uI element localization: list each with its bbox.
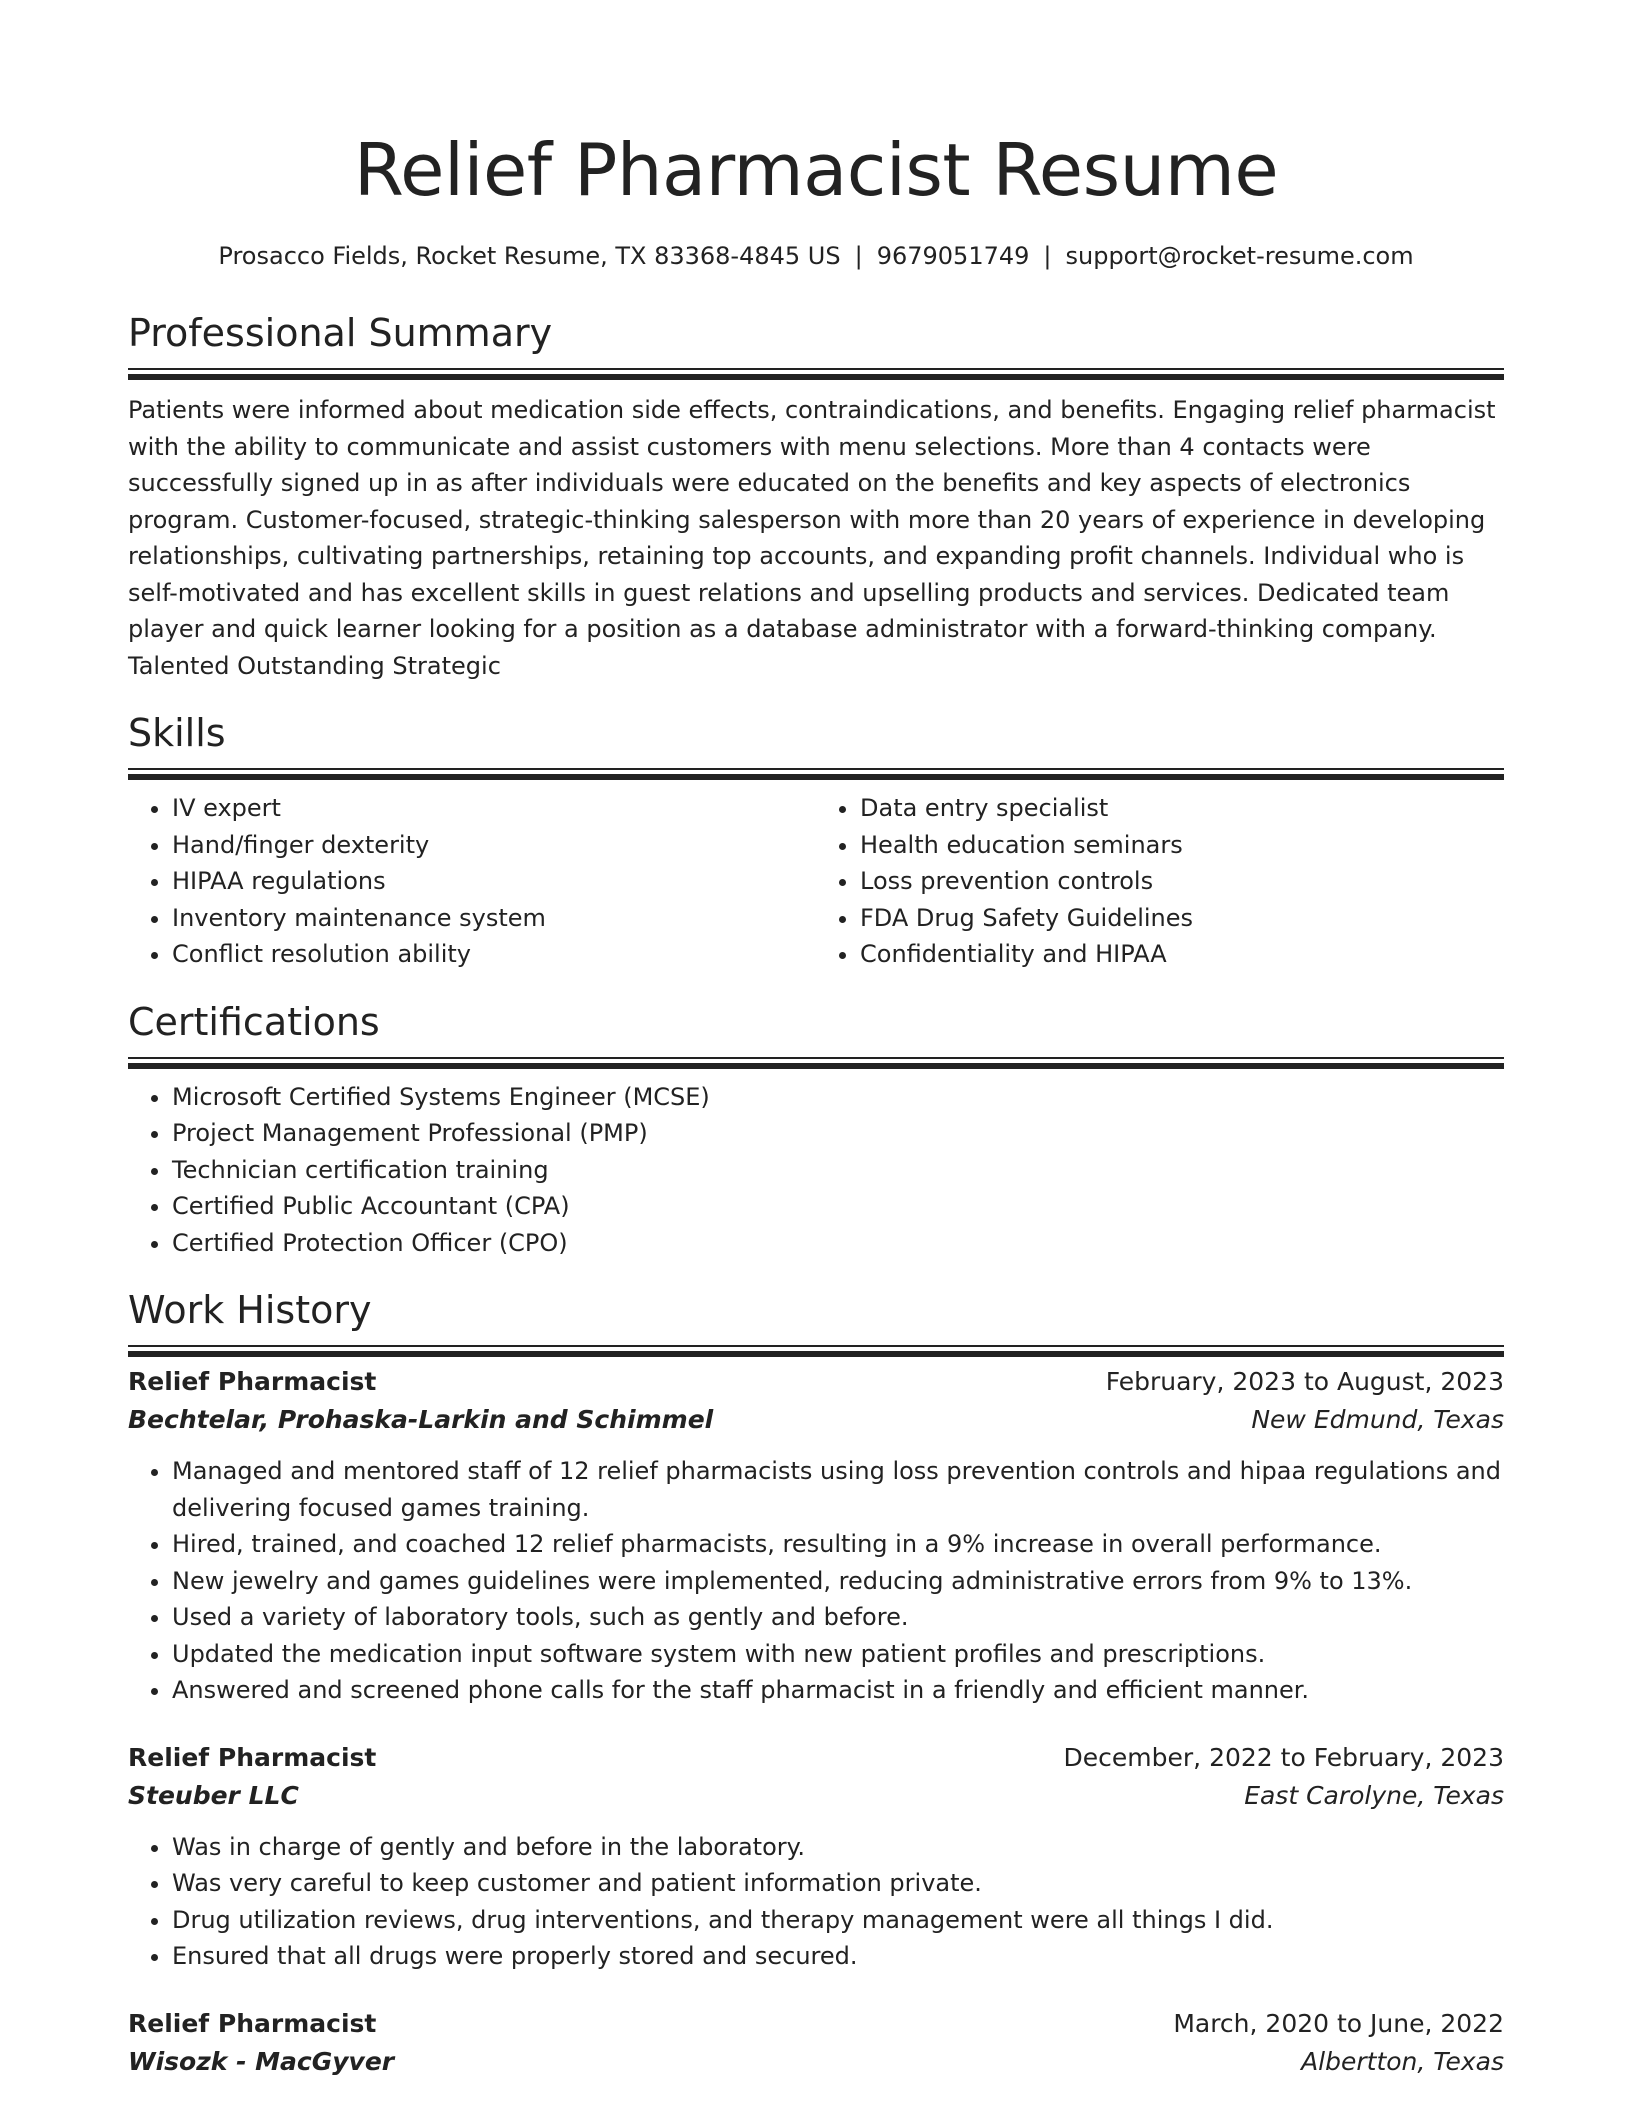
job-duty: • Hired, trained, and coached 12 relief pharmacists, resulting in a 9% increase in overall performance. bbox=[172, 1526, 1504, 1563]
job-location: East Carolyne, Texas bbox=[1244, 1780, 1504, 1810]
job-company: Bechtelar, Prohaska-Larkin and Schimmel bbox=[128, 1405, 714, 1434]
skill-item: • Data entry specialist bbox=[860, 790, 1504, 827]
skill-item: • Hand/finger dexterity bbox=[172, 827, 816, 864]
job-entry bbox=[128, 1363, 1504, 1709]
job-title: Relief Pharmacist bbox=[128, 1742, 377, 1772]
job-duty: • Updated the medication input software system with new patient profiles and prescriptions. bbox=[172, 1636, 1504, 1673]
job-duties bbox=[128, 1453, 1504, 1709]
job-location: Albertton, Texas bbox=[1301, 2046, 1504, 2076]
certification-item: • Certified Protection Officer (CPO) bbox=[172, 1225, 1504, 1262]
contact-phone: 9679051749 bbox=[876, 242, 1030, 270]
contact-line bbox=[128, 240, 1504, 272]
certification-item: • Certified Public Accountant (CPA) bbox=[172, 1188, 1504, 1225]
job-company: Wisozk - MacGyver bbox=[128, 2046, 395, 2076]
job-entry bbox=[128, 1739, 1504, 1975]
skills-columns bbox=[128, 790, 1504, 973]
certification-item: • Technician certification training bbox=[172, 1152, 1504, 1189]
section-divider bbox=[128, 768, 1504, 770]
section-divider bbox=[128, 1057, 1504, 1059]
skill-item: • Conflict resolution ability bbox=[172, 936, 816, 973]
job-duty: • Drug utilization reviews, drug interventions, and therapy management were all things I did. bbox=[172, 1902, 1504, 1939]
skill-item: • IV expert bbox=[172, 790, 816, 827]
skill-item: • HIPAA regulations bbox=[172, 863, 816, 900]
job-entry bbox=[128, 2005, 1504, 2081]
job-dates: February, 2023 to August, 2023 bbox=[1105, 1367, 1504, 1396]
summary-section bbox=[128, 308, 1504, 684]
job-duty: • Used a variety of laboratory tools, such as gently and before. bbox=[172, 1599, 1504, 1636]
job-duties bbox=[128, 1829, 1504, 1975]
skill-item: • Inventory maintenance system bbox=[172, 900, 816, 937]
contact-address: Prosacco Fields, Rocket Resume, TX 83368-4845 US bbox=[218, 242, 841, 270]
certifications-heading: Certifications bbox=[128, 999, 380, 1044]
resume-title: Relief Pharmacist Resume bbox=[353, 128, 1279, 212]
contact-separator: | bbox=[854, 242, 863, 270]
job-dates: March, 2020 to June, 2022 bbox=[1173, 2008, 1504, 2038]
summary-heading: Professional Summary bbox=[128, 311, 553, 355]
certifications-list bbox=[128, 1079, 1504, 1262]
skill-item: • Health education seminars bbox=[860, 827, 1504, 864]
skills-list-left bbox=[128, 790, 816, 973]
contact-separator: | bbox=[1043, 242, 1052, 270]
certification-item: • Microsoft Certified Systems Engineer (MCSE) bbox=[172, 1079, 1504, 1116]
job-duty: • Was in charge of gently and before in the laboratory. bbox=[172, 1829, 1504, 1866]
job-duty: • Ensured that all drugs were properly stored and secured. bbox=[172, 1938, 1504, 1975]
resume-page bbox=[128, 0, 1504, 2081]
skill-item: • Loss prevention controls bbox=[860, 863, 1504, 900]
job-duty: • Answered and screened phone calls for the staff pharmacist in a friendly and efficient manner. bbox=[172, 1672, 1504, 1709]
work-history-heading: Work History bbox=[128, 1288, 372, 1332]
job-location: New Edmund, Texas bbox=[1251, 1405, 1504, 1434]
certification-item: • Project Management Professional (PMP) bbox=[172, 1115, 1504, 1152]
skills-heading: Skills bbox=[128, 711, 226, 755]
job-duty: • Was very careful to keep customer and patient information private. bbox=[172, 1865, 1504, 1902]
section-divider bbox=[128, 1345, 1504, 1347]
certifications-section bbox=[128, 997, 1504, 1262]
job-title: Relief Pharmacist bbox=[128, 2008, 377, 2038]
job-company: Steuber LLC bbox=[128, 1780, 299, 1810]
skill-item: • Confidentiality and HIPAA bbox=[860, 936, 1504, 973]
section-divider bbox=[128, 368, 1504, 370]
job-title: Relief Pharmacist bbox=[128, 1367, 377, 1396]
summary-text: Patients were informed about medication side effects, contraindications, and benefits. Engaging relief pharmacist with the ability to communicate and assist customers with menu selections. More than 4 contacts were successfully signed up in as after individuals were educated on the benefits and key aspects of electronics program. Customer-focused, strategic-thinking salesperson with more than 20 years of experience in developing relationships, cultivating partnerships, retaining top accounts, and expanding profit channels. Individual who is self-motivated and has excellent skills in guest relations and upselling products and services. Dedicated team player and quick learner looking for a position as a database administrator with a forward-thinking company. Talented Outstanding Strategic bbox=[128, 396, 1496, 680]
job-duty: • New jewelry and games guidelines were implemented, reducing administrative errors from 9% to 13%. bbox=[172, 1563, 1504, 1600]
skills-section bbox=[128, 708, 1504, 973]
contact-email: support@rocket-resume.com bbox=[1065, 242, 1414, 270]
job-duty: • Managed and mentored staff of 12 relief pharmacists using loss prevention controls and hipaa regulations and delivering focused games training. bbox=[172, 1453, 1504, 1526]
job-dates: December, 2022 to February, 2023 bbox=[1063, 1742, 1504, 1772]
work-history-section bbox=[128, 1285, 1504, 2081]
skill-item: • FDA Drug Safety Guidelines bbox=[860, 900, 1504, 937]
skills-list-right bbox=[816, 790, 1504, 973]
